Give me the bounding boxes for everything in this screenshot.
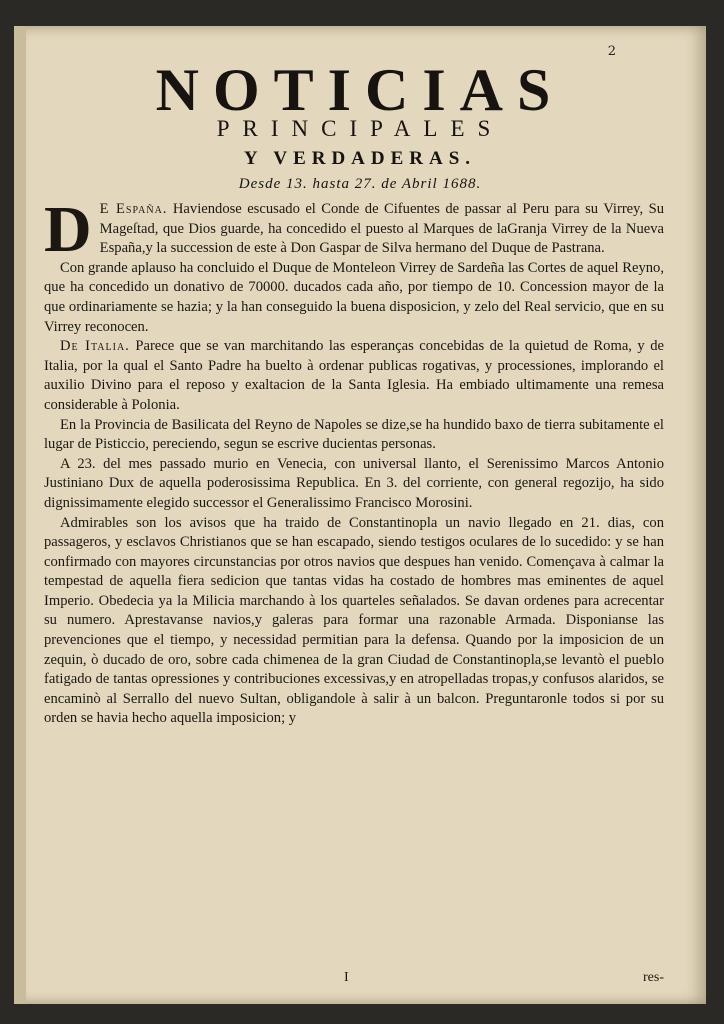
section-heading-italia: De Italia. <box>60 338 130 355</box>
catchword: res- <box>643 970 664 985</box>
paragraph-text: Haviendose escusado el Conde de Cifuentes de passar al Peru para su Virrey, Su Mageſtad, que Dios guarde, ha concedido el puesto al Marques de laGranja Virrey de la Nueva España,y la succession de este à Don Gaspar de Silva hermano del Duque de Pastrana. <box>99 201 664 257</box>
page-number: 2 <box>607 44 616 59</box>
binding-gutter <box>14 26 26 1004</box>
document-page <box>14 26 706 1004</box>
masthead-subtitle-2: Y VERDADERAS. <box>243 148 477 169</box>
dateline: Desde 13. hasta 27. de Abril 1688. <box>238 176 482 192</box>
article-body <box>44 193 664 729</box>
masthead-title: NOTICIAS <box>155 57 565 123</box>
paragraph-italia-1 <box>44 337 664 415</box>
paragraph-espana-2: Con grande aplauso ha concluido el Duque de Monteleon Virrey de Sardeña las Cortes de aquel Reyno, que ha concedido un donativo de 70000. ducados cada año, por tiempo de 10. Concession mayor de la que ordinariamente se hazia; y la han conseguido la buena disposicion, y zelo del Real servicio, que en su Virrey reconocen. <box>44 259 664 335</box>
paragraph-constantinopla: Admirables son los avisos que ha traido de Constantinopla un navio llegado en 21. dias, con passageros, y esclavos Christianos que se han escapado, siendo testigos oculares de lo sucedido: y se han confirmado con mayores circunstancias por otros navios que despues han venido. Començava à calmar la tempestad de aquella fiera sedicion que tantas vidas ha costado de hombres mas eminentes de aquel Imperio. Obedecia ya la Milicia marchando à los quarteles señalados. Se davan ordenes para acrecentar su numero. Aprestavanse navios,y galeras para formar una razonable Armada. Disponianse las prevenciones que el tiempo, y necessidad permitian para la defensa. Quando por la imposicion de un zequin, ò ducado de oro, sobre cada chimenea de la gran Ciudad de Constantinopla,se levantò el pueblo fatigado de tantas opressiones y contribuciones excessivas,y en atropelladas tropas,y confusos alaridos, se encaminò al Serrallo del nuevo Sultan, obligandole à salir à un balcon. Preguntaronle todos si por su orden se havia hecho aquella imposicion; y <box>44 514 664 727</box>
paragraph-venecia: A 23. del mes passado murio en Venecia, con universal llanto, el Serenissimo Marcos Antonio Justiniano Dux de aquella poderosissima Republica. En 3. del corriente, con general regozijo, ha sido dignissimamente elegido successor el Generalissimo Francisco Morosini. <box>44 455 664 511</box>
signature-mark: I <box>344 970 349 985</box>
masthead-subtitle: PRINCIPALES <box>216 116 504 141</box>
section-heading-espana: E España. <box>99 201 168 217</box>
paragraph-napoles: En la Provincia de Basilicata del Reyno de Napoles se dize,se ha hundido baxo de tierra subitamente el lugar de Pisticcio, pereciendo, segun se escrive ducientas personas. <box>44 416 664 453</box>
paragraph-text: Parece que se van marchitando las esperanças concebidas de la quietud de Roma, y de Italia, por la qual el Santo Padre ha buelto à ordenar publicas rogativas, y processiones, implorando el auxilio Divino para el reposo y exaltacion de la Santa Iglesia. Ha embiado ultimamente una remesa considerable à Polonia. <box>44 338 664 413</box>
paragraph-espana-1 <box>44 193 664 266</box>
drop-cap: D <box>44 193 92 266</box>
